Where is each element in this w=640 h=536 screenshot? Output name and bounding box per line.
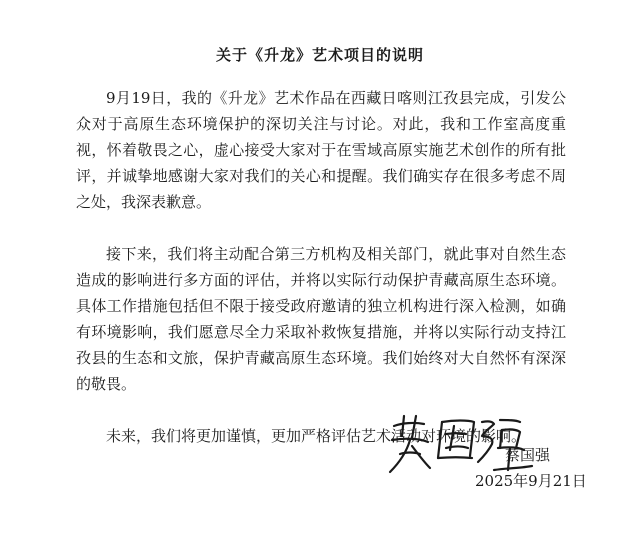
signature-date: 2025年9月21日	[475, 472, 587, 490]
signer-name: 蔡国强	[505, 446, 551, 464]
paragraph-next-steps: 接下来，我们将主动配合第三方机构及相关部门，就此事对自然生态造成的影响进行多方面的评估，并将以实际行动保护青藏高原生态环境。具体工作措施包括但不限于接受政府邀请的独立机构进行深入检测，如确有环境影响，我们愿意尽全力采取补救恢复措施，并将以实际行动支持江孜县的生态和文旅，保护青藏高原生态环境。我们始终对大自然怀有深深的敬畏。	[76, 245, 566, 393]
handwritten-signature	[384, 408, 534, 478]
document-title: 关于《升龙》艺术项目的说明	[215, 46, 424, 64]
paragraph-future: 未来，我们将更加谨慎，更加严格评估艺术活动对环境的影响。	[106, 427, 527, 445]
paragraph-apology: 9月19日，我的《升龙》艺术作品在西藏日喀则江孜县完成，引发公众对于高原生态环境保护的深切关注与讨论。对此，我和工作室高度重视，怀着敬畏之心，虚心接受大家对于在雪域高原实施艺术创作的所有批评，并诚挚地感谢大家对我们的关心和提醒。我们确实存在很多考虑不周之处，我深表歉意。	[76, 89, 566, 211]
